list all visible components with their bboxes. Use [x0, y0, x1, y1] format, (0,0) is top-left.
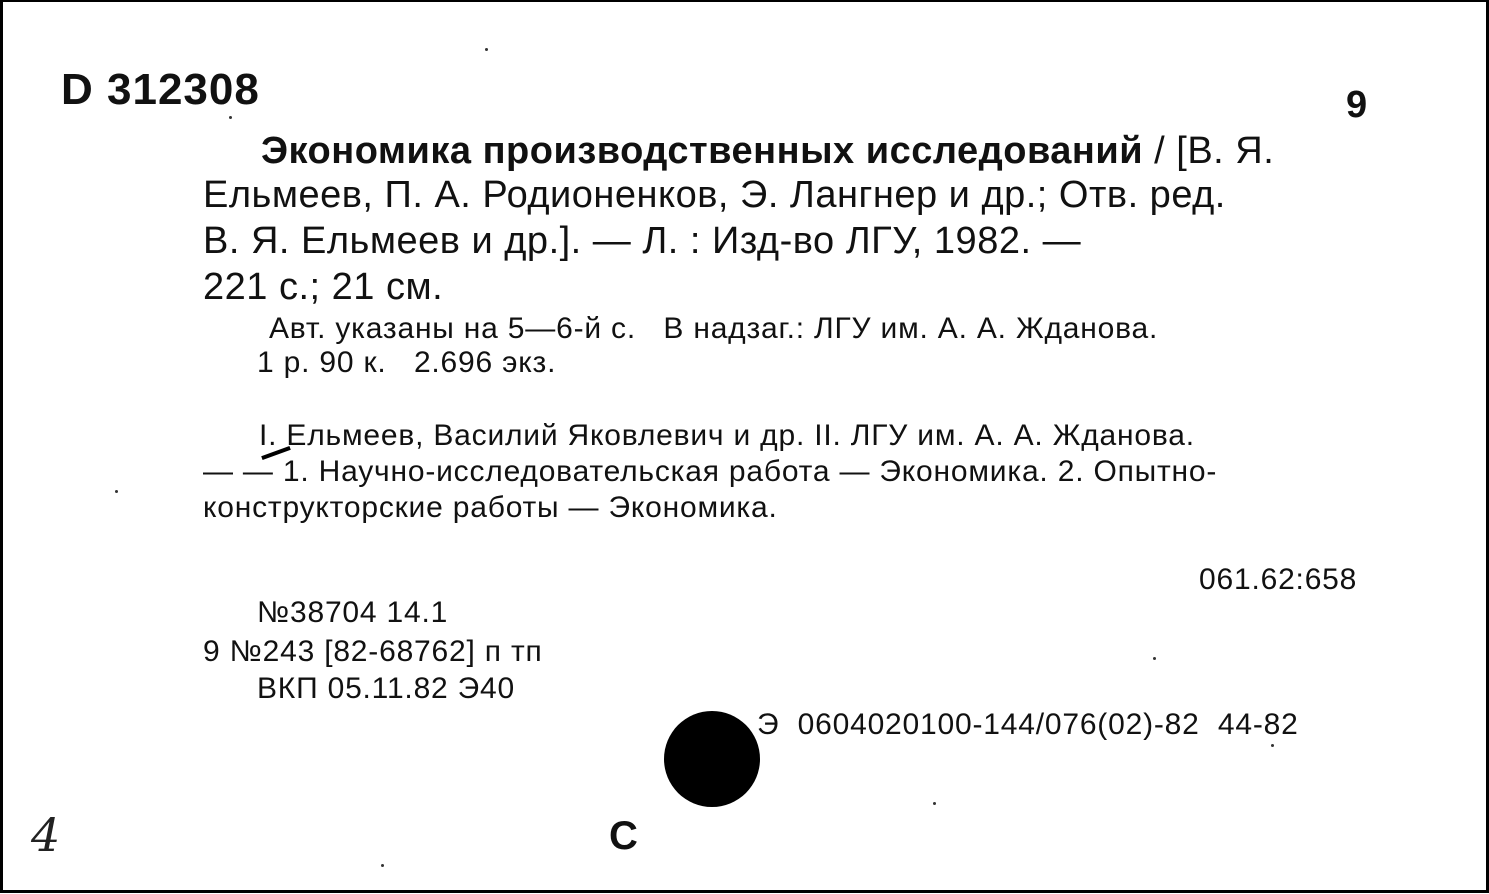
speck — [229, 116, 232, 119]
description-line-1 — [261, 132, 1274, 170]
speck — [485, 48, 488, 51]
speck — [933, 802, 936, 805]
tracing-line-1: I. Ельмеев, Василий Яковлевич и др. II. ЛГУ им. А. А. Жданова. — [259, 419, 1195, 452]
description-line-3: В. Я. Ельмеев и др.]. — Л. : Изд-во ЛГУ, 1982. — — [203, 220, 1082, 262]
catalog-code: Э 0604020100-144/076(02)-82 44-82 — [757, 708, 1299, 741]
description-line-4: 221 с.; 21 см. — [203, 266, 444, 308]
accession-number: D 312308 — [61, 65, 260, 114]
page-number: 9 — [1346, 84, 1368, 126]
speck — [1153, 657, 1156, 660]
bottom-letter: С — [609, 814, 638, 858]
tracing-line-3: конструкторские работы — Экономика. — [203, 491, 778, 524]
tracing-line-2: — — 1. Научно-исследовательская работа — Экономика. 2. Опытно- — [203, 455, 1218, 488]
speck — [381, 864, 384, 867]
speck — [115, 490, 118, 493]
note-line-2: 1 р. 90 к. 2.696 экз. — [257, 346, 557, 379]
note-line-1: Авт. указаны на 5—6-й с. В надзаг.: ЛГУ им. А. А. Жданова. — [269, 312, 1159, 345]
book-title: Экономика производственных исследований — [261, 130, 1144, 172]
handwritten-mark: 4 — [31, 808, 61, 862]
punch-hole-mark — [664, 711, 760, 807]
udc-code: 061.62:658 — [1199, 563, 1358, 596]
order-line-1: №38704 14.1 — [257, 596, 449, 629]
order-line-2: 9 №243 [82-68762] п тп — [203, 635, 543, 668]
order-line-3: ВКП 05.11.82 Э40 — [257, 672, 515, 705]
description-line-2: Ельмеев, П. А. Родионенков, Э. Лангнер и др.; Отв. ред. — [203, 174, 1226, 216]
authors-start: / [В. Я. — [1143, 130, 1275, 172]
speck — [1271, 744, 1274, 747]
